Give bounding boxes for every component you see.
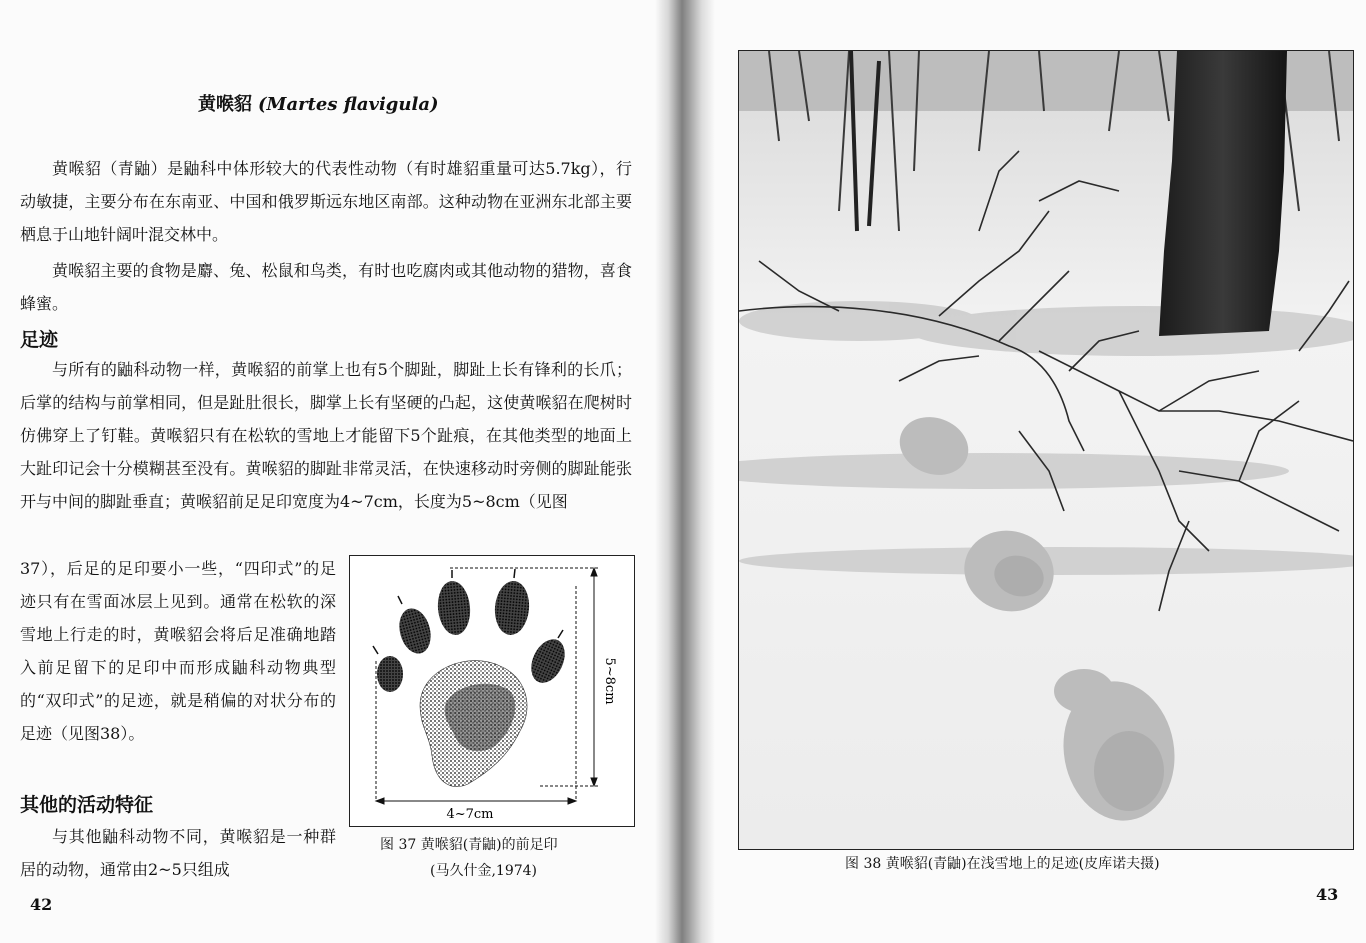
toe-pad-3 xyxy=(436,580,473,637)
figure-37-citation: (马久什金,1974) xyxy=(430,863,538,879)
book-spine-shadow xyxy=(655,0,715,943)
snow-scene xyxy=(739,51,1353,849)
main-tree-trunk xyxy=(1159,51,1287,336)
title-latin: (Martes flavigula) xyxy=(258,94,439,115)
dimension-width-label: 4~7cm xyxy=(446,807,494,822)
dimension-length-label: 5~8cm xyxy=(602,657,617,705)
figure-37-caption: 图 37 黄喉貂(青鼬)的前足印 xyxy=(380,837,558,853)
page-number-left: 42 xyxy=(30,895,53,914)
page-number-right: 43 xyxy=(1316,885,1339,904)
figure-38-caption: 图 38 黄喉貂(青鼬)在浅雪地上的足迹(皮库诺夫摄) xyxy=(845,856,1160,872)
toe-pad-4 xyxy=(493,580,532,637)
heading-tracks: 足迹 xyxy=(20,329,59,351)
toe-pad-2 xyxy=(395,605,436,657)
footprint-drawing xyxy=(350,556,634,826)
activity-paragraph: 与其他鼬科动物不同，黄喉貂是一种群居的动物，通常由2~5只组成 xyxy=(20,827,336,879)
figure-37-footprint xyxy=(349,555,635,827)
figure-38-snow-tracks-photo xyxy=(738,50,1354,850)
heading-other-activity: 其他的活动特征 xyxy=(20,794,154,816)
left-page xyxy=(0,0,672,943)
tracks-paragraph: 与所有的鼬科动物一样，黄喉貂的前掌上也有5个脚趾，脚趾上长有锋利的长爪；后掌的结构与前掌相同，但是趾肚很长，脚掌上长有坚硬的凸起，这使黄喉貂在爬树时仿佛穿上了钉鞋。黄喉貂只有在松软的雪地上才能留下5个趾痕，在其他类型的地面上大趾印记会十分模糊甚至没有。黄喉貂的脚趾非常灵活，在快速移动时旁侧的脚趾能张开与中间的脚趾垂直；黄喉貂前足足印宽度为4~7cm，长度为5~8cm（见图 xyxy=(20,360,632,511)
tracks-paragraph-continued: 37），后足的足印要小一些，“四印式”的足迹只有在雪面冰层上见到。通常在松软的深雪地上行走的时，黄喉貂会将后足准确地踏入前足留下的足印中而形成鼬科动物典型的“双印式”的足迹，就是稍偏的对状分布的足迹（见图38）。 xyxy=(20,559,336,743)
toe-pad-1 xyxy=(377,656,403,692)
page-title xyxy=(198,90,439,116)
intro-paragraph-2: 黄喉貂主要的食物是麝、兔、松鼠和鸟类，有时也吃腐肉或其他动物的猎物，喜食蜂蜜。 xyxy=(20,261,632,313)
toe-pad-5 xyxy=(525,634,572,688)
title-chinese: 黄喉貂 xyxy=(198,94,252,115)
intro-paragraph-1: 黄喉貂（青鼬）是鼬科中体形较大的代表性动物（有时雄貂重量可达5.7kg），行动敏捷，主要分布在东南亚、中国和俄罗斯远东地区南部。这种动物在亚洲东北部主要栖息于山地针阔叶混交林中。 xyxy=(20,159,632,244)
